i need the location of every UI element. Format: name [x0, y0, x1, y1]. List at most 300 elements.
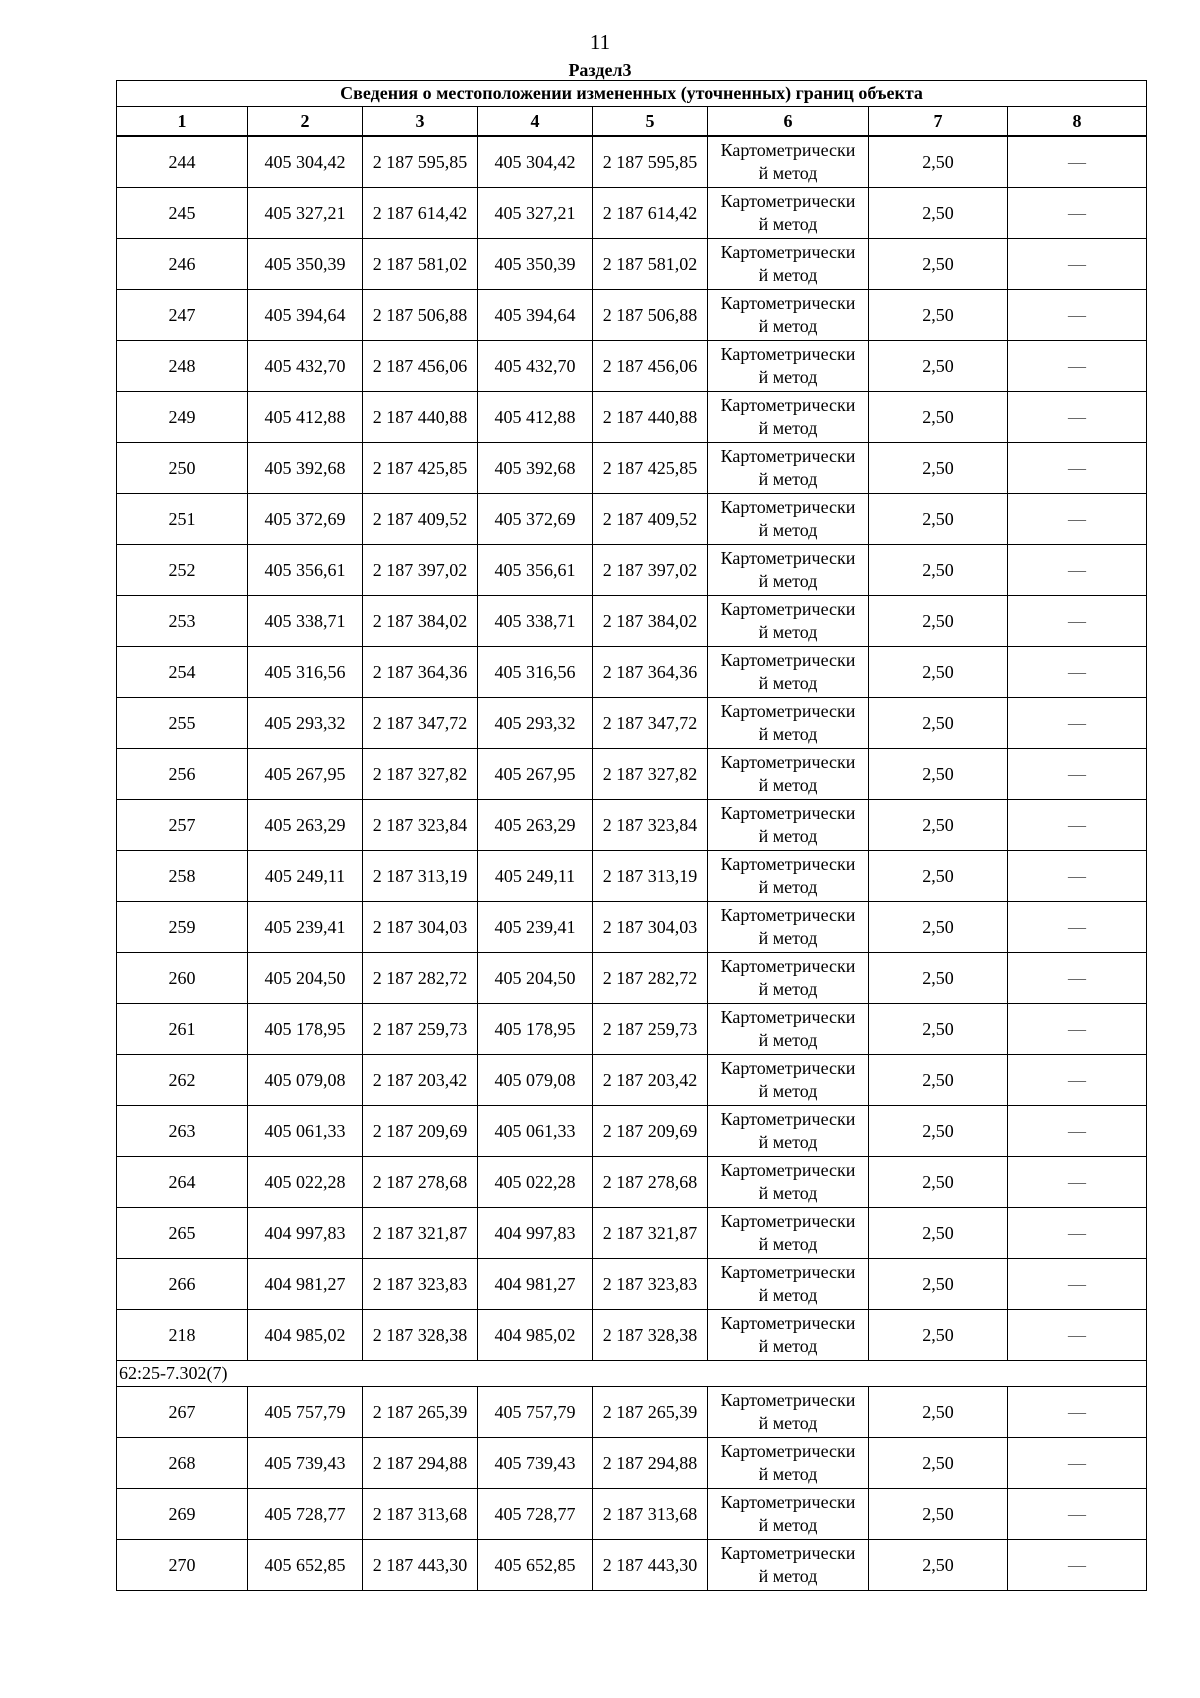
refined-x-cell: 405 412,88 — [478, 392, 593, 443]
method-line: Картометрически — [720, 701, 856, 721]
refined-y-cell: 2 187 278,68 — [593, 1157, 708, 1208]
accuracy-cell: 2,50 — [869, 1004, 1008, 1055]
method-cell — [708, 1208, 869, 1259]
method-line: Картометрически — [720, 1058, 856, 1078]
note-cell: — — [1008, 647, 1147, 698]
point-number-cell: 244 — [117, 136, 248, 188]
method-line: Картометрически — [720, 1390, 856, 1410]
refined-x-cell: 404 981,27 — [478, 1259, 593, 1310]
refined-x-cell: 405 327,21 — [478, 188, 593, 239]
note-cell: — — [1008, 1310, 1147, 1361]
method-line: Картометрически — [720, 1543, 856, 1563]
table-row — [117, 545, 1147, 596]
note-cell: — — [1008, 1208, 1147, 1259]
note-cell: — — [1008, 902, 1147, 953]
existing-y-cell: 2 187 614,42 — [363, 188, 478, 239]
method-line: й метод — [758, 673, 818, 693]
accuracy-cell: 2,50 — [869, 290, 1008, 341]
column-number: 6 — [708, 107, 869, 137]
refined-y-cell: 2 187 321,87 — [593, 1208, 708, 1259]
accuracy-cell: 2,50 — [869, 1387, 1008, 1438]
point-number-cell: 257 — [117, 800, 248, 851]
method-line: Картометрически — [720, 140, 856, 160]
point-number-cell: 265 — [117, 1208, 248, 1259]
refined-x-cell: 405 338,71 — [478, 596, 593, 647]
method-line: й метод — [758, 928, 818, 948]
table-row — [117, 1387, 1147, 1438]
method-cell — [708, 1438, 869, 1489]
existing-x-cell: 405 204,50 — [248, 953, 363, 1004]
table-row — [117, 698, 1147, 749]
existing-x-cell: 405 263,29 — [248, 800, 363, 851]
existing-y-cell: 2 187 328,38 — [363, 1310, 478, 1361]
boundary-coordinates-table — [116, 80, 1147, 1591]
method-line: й метод — [758, 622, 818, 642]
method-cell — [708, 1310, 869, 1361]
existing-y-cell: 2 187 397,02 — [363, 545, 478, 596]
refined-y-cell: 2 187 323,84 — [593, 800, 708, 851]
column-number: 2 — [248, 107, 363, 137]
point-number-cell: 251 — [117, 494, 248, 545]
existing-x-cell: 405 267,95 — [248, 749, 363, 800]
method-line: й метод — [758, 775, 818, 795]
existing-y-cell: 2 187 323,84 — [363, 800, 478, 851]
method-line: Картометрически — [720, 752, 856, 772]
existing-x-cell: 405 079,08 — [248, 1055, 363, 1106]
column-number: 7 — [869, 107, 1008, 137]
accuracy-cell: 2,50 — [869, 1489, 1008, 1540]
refined-y-cell: 2 187 397,02 — [593, 545, 708, 596]
table-row — [117, 953, 1147, 1004]
method-line: й метод — [758, 571, 818, 591]
point-number-cell: 247 — [117, 290, 248, 341]
existing-x-cell: 405 350,39 — [248, 239, 363, 290]
method-cell — [708, 902, 869, 953]
existing-x-cell: 405 757,79 — [248, 1387, 363, 1438]
existing-y-cell: 2 187 347,72 — [363, 698, 478, 749]
method-cell — [708, 188, 869, 239]
table-row — [117, 392, 1147, 443]
existing-x-cell: 404 981,27 — [248, 1259, 363, 1310]
method-line: Картометрически — [720, 293, 856, 313]
table-row — [117, 239, 1147, 290]
method-cell — [708, 392, 869, 443]
refined-y-cell: 2 187 425,85 — [593, 443, 708, 494]
point-number-cell: 261 — [117, 1004, 248, 1055]
existing-x-cell: 405 304,42 — [248, 136, 363, 188]
existing-y-cell: 2 187 456,06 — [363, 341, 478, 392]
method-line: й метод — [758, 1464, 818, 1484]
note-cell: — — [1008, 392, 1147, 443]
point-number-cell: 259 — [117, 902, 248, 953]
refined-x-cell: 405 392,68 — [478, 443, 593, 494]
method-line: Картометрически — [720, 1492, 856, 1512]
existing-y-cell: 2 187 259,73 — [363, 1004, 478, 1055]
refined-y-cell: 2 187 209,69 — [593, 1106, 708, 1157]
point-number-cell: 246 — [117, 239, 248, 290]
refined-y-cell: 2 187 282,72 — [593, 953, 708, 1004]
method-cell — [708, 749, 869, 800]
accuracy-cell: 2,50 — [869, 596, 1008, 647]
table-row — [117, 902, 1147, 953]
method-line: й метод — [758, 1081, 818, 1101]
point-number-cell: 248 — [117, 341, 248, 392]
column-number: 1 — [117, 107, 248, 137]
existing-y-cell: 2 187 323,83 — [363, 1259, 478, 1310]
existing-x-cell: 405 293,32 — [248, 698, 363, 749]
refined-y-cell: 2 187 456,06 — [593, 341, 708, 392]
refined-x-cell: 405 356,61 — [478, 545, 593, 596]
method-line: й метод — [758, 1030, 818, 1050]
point-number-cell: 250 — [117, 443, 248, 494]
existing-y-cell: 2 187 282,72 — [363, 953, 478, 1004]
method-line: Картометрически — [720, 1211, 856, 1231]
refined-y-cell: 2 187 259,73 — [593, 1004, 708, 1055]
method-line: й метод — [758, 367, 818, 387]
note-cell: — — [1008, 1387, 1147, 1438]
method-cell — [708, 1259, 869, 1310]
column-number: 8 — [1008, 107, 1147, 137]
point-number-cell: 260 — [117, 953, 248, 1004]
refined-y-cell: 2 187 323,83 — [593, 1259, 708, 1310]
existing-y-cell: 2 187 209,69 — [363, 1106, 478, 1157]
accuracy-cell: 2,50 — [869, 392, 1008, 443]
accuracy-cell: 2,50 — [869, 1540, 1008, 1591]
point-number-cell: 218 — [117, 1310, 248, 1361]
method-line: Картометрически — [720, 1007, 856, 1027]
existing-x-cell: 405 432,70 — [248, 341, 363, 392]
method-line: Картометрически — [720, 1441, 856, 1461]
point-number-cell: 262 — [117, 1055, 248, 1106]
existing-x-cell: 405 356,61 — [248, 545, 363, 596]
existing-x-cell: 405 327,21 — [248, 188, 363, 239]
table-row — [117, 1489, 1147, 1540]
column-number: 3 — [363, 107, 478, 137]
accuracy-cell: 2,50 — [869, 902, 1008, 953]
table-body — [117, 136, 1147, 1591]
existing-y-cell: 2 187 321,87 — [363, 1208, 478, 1259]
existing-y-cell: 2 187 327,82 — [363, 749, 478, 800]
method-line: й метод — [758, 1285, 818, 1305]
refined-y-cell: 2 187 595,85 — [593, 136, 708, 188]
accuracy-cell: 2,50 — [869, 1208, 1008, 1259]
method-line: й метод — [758, 265, 818, 285]
method-cell — [708, 1489, 869, 1540]
accuracy-cell: 2,50 — [869, 800, 1008, 851]
note-cell: — — [1008, 1438, 1147, 1489]
refined-x-cell: 405 263,29 — [478, 800, 593, 851]
table-caption: Сведения о местоположении измененных (уточненных) границ объекта — [117, 81, 1147, 107]
existing-x-cell: 405 392,68 — [248, 443, 363, 494]
refined-y-cell: 2 187 203,42 — [593, 1055, 708, 1106]
existing-y-cell: 2 187 581,02 — [363, 239, 478, 290]
method-line: Картометрически — [720, 242, 856, 262]
table-row — [117, 136, 1147, 188]
point-number-cell: 255 — [117, 698, 248, 749]
note-cell: — — [1008, 1540, 1147, 1591]
accuracy-cell: 2,50 — [869, 188, 1008, 239]
note-cell: — — [1008, 545, 1147, 596]
method-line: Картометрически — [720, 650, 856, 670]
refined-x-cell: 405 757,79 — [478, 1387, 593, 1438]
method-cell — [708, 290, 869, 341]
method-line: Картометрически — [720, 905, 856, 925]
accuracy-cell: 2,50 — [869, 851, 1008, 902]
table-row — [117, 1157, 1147, 1208]
column-number: 5 — [593, 107, 708, 137]
method-cell — [708, 1004, 869, 1055]
table-row — [117, 1055, 1147, 1106]
method-line: Картометрически — [720, 803, 856, 823]
accuracy-cell: 2,50 — [869, 1310, 1008, 1361]
accuracy-cell: 2,50 — [869, 136, 1008, 188]
refined-x-cell: 405 432,70 — [478, 341, 593, 392]
point-number-cell: 267 — [117, 1387, 248, 1438]
note-cell: — — [1008, 188, 1147, 239]
existing-y-cell: 2 187 364,36 — [363, 647, 478, 698]
table-row — [117, 800, 1147, 851]
method-line: Картометрически — [720, 344, 856, 364]
note-cell: — — [1008, 1106, 1147, 1157]
refined-x-cell: 405 079,08 — [478, 1055, 593, 1106]
refined-y-cell: 2 187 384,02 — [593, 596, 708, 647]
refined-x-cell: 405 394,64 — [478, 290, 593, 341]
existing-x-cell: 405 652,85 — [248, 1540, 363, 1591]
refined-y-cell: 2 187 294,88 — [593, 1438, 708, 1489]
existing-x-cell: 404 997,83 — [248, 1208, 363, 1259]
accuracy-cell: 2,50 — [869, 749, 1008, 800]
method-line: й метод — [758, 979, 818, 999]
method-line: Картометрически — [720, 854, 856, 874]
existing-y-cell: 2 187 294,88 — [363, 1438, 478, 1489]
note-cell: — — [1008, 698, 1147, 749]
table-row — [117, 1004, 1147, 1055]
method-line: й метод — [758, 826, 818, 846]
accuracy-cell: 2,50 — [869, 953, 1008, 1004]
existing-x-cell: 405 316,56 — [248, 647, 363, 698]
point-number-cell: 264 — [117, 1157, 248, 1208]
method-line: й метод — [758, 877, 818, 897]
note-cell: — — [1008, 136, 1147, 188]
existing-x-cell: 405 372,69 — [248, 494, 363, 545]
note-cell: — — [1008, 1004, 1147, 1055]
existing-x-cell: 405 239,41 — [248, 902, 363, 953]
refined-x-cell: 405 350,39 — [478, 239, 593, 290]
table-row — [117, 851, 1147, 902]
refined-x-cell: 404 997,83 — [478, 1208, 593, 1259]
refined-y-cell: 2 187 313,68 — [593, 1489, 708, 1540]
existing-x-cell: 405 412,88 — [248, 392, 363, 443]
existing-y-cell: 2 187 304,03 — [363, 902, 478, 953]
method-cell — [708, 647, 869, 698]
note-cell: — — [1008, 1489, 1147, 1540]
method-line: Картометрически — [720, 191, 856, 211]
table-row — [117, 596, 1147, 647]
method-line: й метод — [758, 1515, 818, 1535]
refined-x-cell: 405 204,50 — [478, 953, 593, 1004]
table-row — [117, 341, 1147, 392]
accuracy-cell: 2,50 — [869, 1259, 1008, 1310]
existing-y-cell: 2 187 595,85 — [363, 136, 478, 188]
refined-x-cell: 405 239,41 — [478, 902, 593, 953]
refined-x-cell: 405 178,95 — [478, 1004, 593, 1055]
note-cell: — — [1008, 341, 1147, 392]
method-line: й метод — [758, 1566, 818, 1586]
refined-y-cell: 2 187 614,42 — [593, 188, 708, 239]
method-cell — [708, 698, 869, 749]
point-number-cell: 269 — [117, 1489, 248, 1540]
method-line: й метод — [758, 214, 818, 234]
refined-y-cell: 2 187 581,02 — [593, 239, 708, 290]
note-cell: — — [1008, 800, 1147, 851]
method-line: Картометрически — [720, 1313, 856, 1333]
refined-y-cell: 2 187 304,03 — [593, 902, 708, 953]
note-cell: — — [1008, 851, 1147, 902]
note-cell: — — [1008, 749, 1147, 800]
existing-x-cell: 405 022,28 — [248, 1157, 363, 1208]
point-number-cell: 270 — [117, 1540, 248, 1591]
method-line: й метод — [758, 1234, 818, 1254]
method-cell — [708, 800, 869, 851]
point-number-cell: 253 — [117, 596, 248, 647]
method-line: й метод — [758, 520, 818, 540]
accuracy-cell: 2,50 — [869, 341, 1008, 392]
accuracy-cell: 2,50 — [869, 698, 1008, 749]
accuracy-cell: 2,50 — [869, 1106, 1008, 1157]
existing-y-cell: 2 187 265,39 — [363, 1387, 478, 1438]
existing-y-cell: 2 187 440,88 — [363, 392, 478, 443]
method-line: й метод — [758, 1413, 818, 1433]
method-line: й метод — [758, 163, 818, 183]
table-row — [117, 1540, 1147, 1591]
note-cell: — — [1008, 953, 1147, 1004]
existing-y-cell: 2 187 203,42 — [363, 1055, 478, 1106]
refined-y-cell: 2 187 443,30 — [593, 1540, 708, 1591]
section-title: Раздел3 — [568, 60, 632, 80]
table-row — [117, 443, 1147, 494]
refined-y-cell: 2 187 364,36 — [593, 647, 708, 698]
method-cell — [708, 1055, 869, 1106]
accuracy-cell: 2,50 — [869, 1055, 1008, 1106]
point-number-cell: 254 — [117, 647, 248, 698]
table-row — [117, 647, 1147, 698]
page-number: 11 — [589, 30, 611, 54]
point-number-cell: 263 — [117, 1106, 248, 1157]
note-cell: — — [1008, 1055, 1147, 1106]
existing-x-cell: 405 178,95 — [248, 1004, 363, 1055]
refined-x-cell: 405 728,77 — [478, 1489, 593, 1540]
refined-y-cell: 2 187 328,38 — [593, 1310, 708, 1361]
table-row — [117, 1208, 1147, 1259]
refined-y-cell: 2 187 313,19 — [593, 851, 708, 902]
note-cell: — — [1008, 443, 1147, 494]
method-line: Картометрически — [720, 446, 856, 466]
note-cell: — — [1008, 494, 1147, 545]
method-line: Картометрически — [720, 497, 856, 517]
point-number-cell: 249 — [117, 392, 248, 443]
refined-y-cell: 2 187 440,88 — [593, 392, 708, 443]
table-row — [117, 290, 1147, 341]
group-row — [117, 1361, 1147, 1387]
refined-x-cell: 405 249,11 — [478, 851, 593, 902]
refined-x-cell: 405 022,28 — [478, 1157, 593, 1208]
existing-x-cell: 405 394,64 — [248, 290, 363, 341]
existing-y-cell: 2 187 313,19 — [363, 851, 478, 902]
existing-y-cell: 2 187 278,68 — [363, 1157, 478, 1208]
accuracy-cell: 2,50 — [869, 545, 1008, 596]
existing-y-cell: 2 187 443,30 — [363, 1540, 478, 1591]
refined-x-cell: 405 304,42 — [478, 136, 593, 188]
refined-y-cell: 2 187 327,82 — [593, 749, 708, 800]
existing-x-cell: 404 985,02 — [248, 1310, 363, 1361]
existing-x-cell: 405 249,11 — [248, 851, 363, 902]
method-line: й метод — [758, 1183, 818, 1203]
method-line: й метод — [758, 724, 818, 744]
method-cell — [708, 596, 869, 647]
refined-x-cell: 405 316,56 — [478, 647, 593, 698]
note-cell: — — [1008, 239, 1147, 290]
method-cell — [708, 494, 869, 545]
table-row — [117, 494, 1147, 545]
accuracy-cell: 2,50 — [869, 1438, 1008, 1489]
method-cell — [708, 545, 869, 596]
method-line: Картометрически — [720, 548, 856, 568]
table-row — [117, 1259, 1147, 1310]
method-line: й метод — [758, 418, 818, 438]
table-row — [117, 1310, 1147, 1361]
refined-y-cell: 2 187 409,52 — [593, 494, 708, 545]
method-cell — [708, 443, 869, 494]
existing-x-cell: 405 338,71 — [248, 596, 363, 647]
method-cell — [708, 1106, 869, 1157]
note-cell: — — [1008, 1157, 1147, 1208]
method-cell — [708, 851, 869, 902]
method-line: Картометрически — [720, 1160, 856, 1180]
accuracy-cell: 2,50 — [869, 1157, 1008, 1208]
existing-y-cell: 2 187 409,52 — [363, 494, 478, 545]
refined-y-cell: 2 187 506,88 — [593, 290, 708, 341]
accuracy-cell: 2,50 — [869, 443, 1008, 494]
table-row — [117, 1106, 1147, 1157]
method-line: Картометрически — [720, 956, 856, 976]
column-number: 4 — [478, 107, 593, 137]
method-cell — [708, 239, 869, 290]
point-number-cell: 258 — [117, 851, 248, 902]
method-line: й метод — [758, 1132, 818, 1152]
method-cell — [708, 1540, 869, 1591]
cadastral-group-label: 62:25-7.302(7) — [117, 1361, 1147, 1387]
existing-x-cell: 405 061,33 — [248, 1106, 363, 1157]
method-cell — [708, 1387, 869, 1438]
existing-y-cell: 2 187 384,02 — [363, 596, 478, 647]
existing-y-cell: 2 187 506,88 — [363, 290, 478, 341]
existing-x-cell: 405 739,43 — [248, 1438, 363, 1489]
refined-x-cell: 404 985,02 — [478, 1310, 593, 1361]
method-line: Картометрически — [720, 599, 856, 619]
point-number-cell: 268 — [117, 1438, 248, 1489]
refined-x-cell: 405 652,85 — [478, 1540, 593, 1591]
refined-x-cell: 405 372,69 — [478, 494, 593, 545]
table-row — [117, 749, 1147, 800]
refined-x-cell: 405 267,95 — [478, 749, 593, 800]
method-line: й метод — [758, 469, 818, 489]
existing-y-cell: 2 187 425,85 — [363, 443, 478, 494]
refined-x-cell: 405 739,43 — [478, 1438, 593, 1489]
method-line: Картометрически — [720, 395, 856, 415]
method-line: й метод — [758, 1336, 818, 1356]
table-row — [117, 188, 1147, 239]
method-cell — [708, 1157, 869, 1208]
